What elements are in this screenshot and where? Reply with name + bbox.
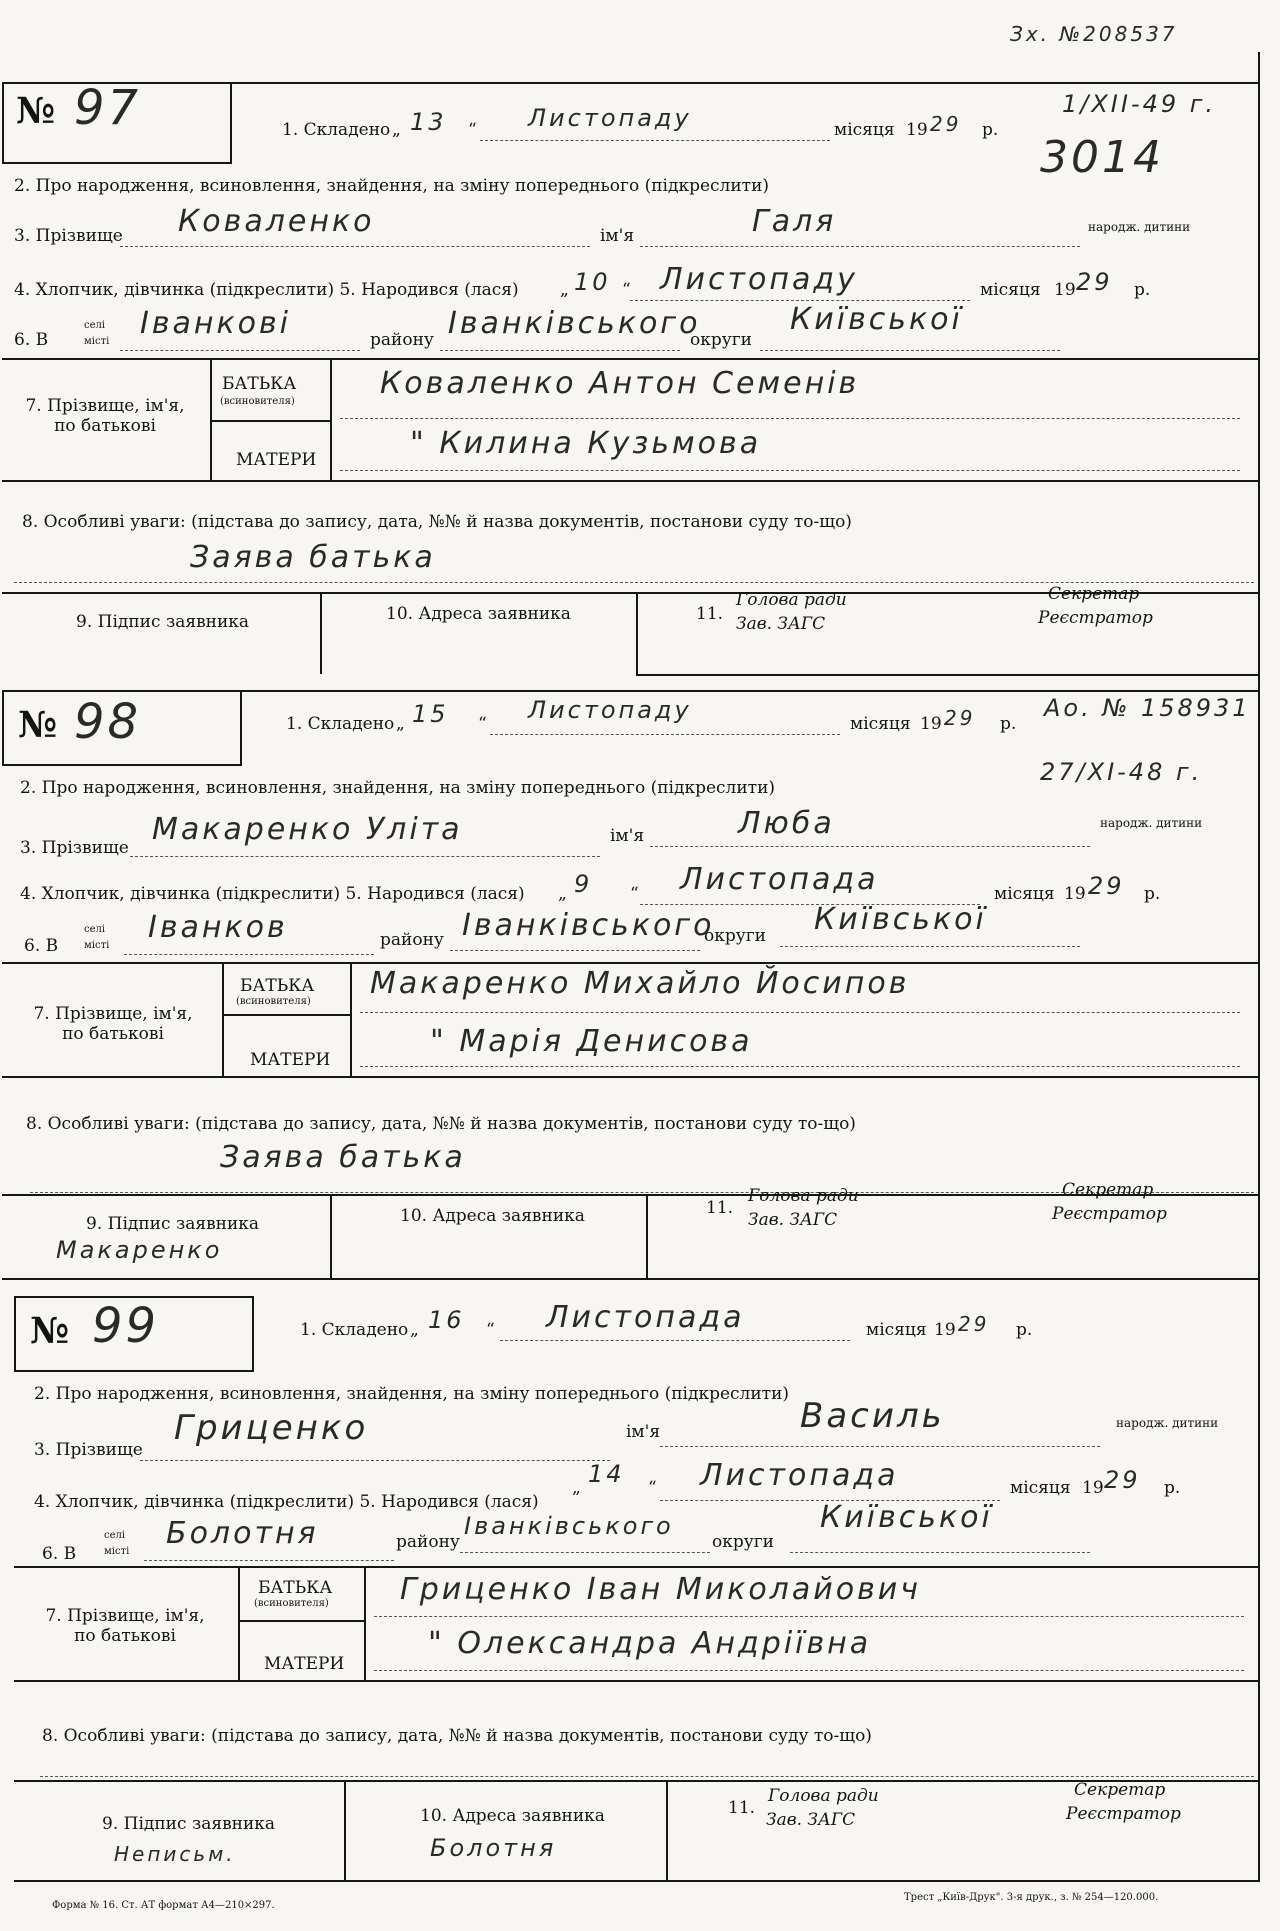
year-end: р. [1000,714,1017,734]
birth-month: Листопаду [660,262,858,297]
item-8-label: 8. Особливі уваги: (підстава до запису, дата, №№ й назва документів, постанови суду то-що) [26,1114,856,1134]
district-label: району [380,930,444,950]
year-suffix: 29 [944,706,976,730]
birth-day: 9 [574,870,593,898]
head-label: Голова ради [736,590,847,610]
item-8-label: 8. Особливі уваги: (підстава до запису, дата, №№ й назва документів, постанови суду то-що) [42,1726,872,1746]
mother-label: МАТЕРИ [250,1050,331,1070]
head-label: Голова ради [768,1786,879,1806]
birth-day: 14 [588,1460,625,1488]
zags-label: Зав. ЗАГС [736,614,826,634]
item-6-label: 6. В [14,330,49,350]
secretary-label: Секретар [1048,584,1140,604]
birth-year-suffix: 29 [1076,268,1113,296]
secretary-label: Секретар [1074,1780,1166,1800]
item-3-label: 3. Прізвище [34,1440,143,1460]
record-number: 98 [74,694,142,750]
birth-year-suffix: 29 [1104,1466,1141,1494]
item-11-label: 11. [696,604,724,624]
mother-name: " Марія Денисова [430,1024,753,1059]
name-label: ім'я [626,1422,661,1442]
applicant-signature: Макаренко [56,1236,223,1264]
child-surname: Гриценко [174,1408,369,1448]
address-label: 10. Адреса заявника [386,604,571,624]
compiled-month: Листопаду [528,696,692,724]
compiled-day: 16 [428,1306,465,1334]
month-label: місяця [850,714,911,734]
address-label: 10. Адреса заявника [420,1806,605,1826]
page-right-border [1258,52,1260,1882]
father-name: Коваленко Антон Семенів [380,366,860,401]
head-label: Голова ради [748,1186,859,1206]
district: Іванківського [462,908,715,943]
item-3-label: 3. Прізвище [14,226,123,246]
father-name: Гриценко Іван Миколайович [400,1572,921,1607]
zags-label: Зав. ЗАГС [748,1210,838,1230]
item-3-label: 3. Прізвище [20,838,129,858]
number-sign: № [16,90,56,132]
year-suffix: 29 [930,112,962,136]
registrar-label: Реєстратор [1038,608,1153,628]
child-surname: Макаренко Уліта [152,812,463,847]
birth-month-label: місяця [994,884,1055,904]
number-sign: № [18,704,58,746]
city-label: місті [104,1546,130,1557]
year-end: р. [982,120,999,140]
item-7-label: 7. Прізвище, ім'я, по батькові [45,1606,205,1646]
item-11-label: 11. [728,1798,756,1818]
item-1-label: 1. Складено [282,120,391,140]
signature-label: 9. Підпис заявника [76,612,250,632]
district: Іванківського [464,1512,674,1540]
adopter-label: (всиновителя) [236,996,311,1007]
item-8-label: 8. Особливі уваги: (підстава до запису, дата, №№ й назва документів, постанови суду то-що) [22,512,852,532]
side-note-number: 3014 [1040,132,1164,183]
birth-year-prefix: 19 [1064,884,1086,904]
birth-year-end: р. [1144,884,1161,904]
okrug-label: округи [690,330,752,350]
item-11-label: 11. [706,1198,734,1218]
item-2-label: 2. Про народження, всиновлення, знайдення, на зміну попереднього (підкреслити) [34,1384,790,1404]
item-2-label: 2. Про народження, всиновлення, знайдення, на зміну попереднього (підкреслити) [20,778,776,798]
father-label: БАТЬКА [222,374,297,394]
item-4-label: 4. Хлопчик, дівчинка (підкреслити) 5. Народився (лася) [34,1492,539,1512]
registrar-label: Реєстратор [1066,1804,1181,1824]
item-4-label: 4. Хлопчик, дівчинка (підкреслити) 5. Народився (лася) [14,280,519,300]
applicant-address: Болотня [430,1834,557,1862]
year-suffix: 29 [958,1312,990,1336]
adopter-label: (всиновителя) [220,396,295,407]
birth-place: Іванкові [140,306,292,341]
month-label: місяця [866,1320,927,1340]
zags-label: Зав. ЗАГС [766,1810,856,1830]
okrug-label: округи [704,926,766,946]
form-note: Форма № 16. Ст. АТ формат А4—210×297. [52,1900,275,1911]
child-first-name: Люба [738,806,835,841]
okrug-label: округи [712,1532,774,1552]
child-first-name: Василь [800,1396,945,1436]
archive-mark: Зх. №208537 [1010,22,1178,46]
father-label: БАТЬКА [258,1578,333,1598]
father-name: Макаренко Михайло Йосипов [370,966,910,1001]
okrug: Київської [814,902,987,937]
name-label: ім'я [600,226,635,246]
record-number: 97 [74,80,142,136]
child-surname: Коваленко [178,204,375,239]
side-note-2: 27/XI-48 г. [1040,758,1203,786]
mother-name: " Олександра Андріївна [428,1626,872,1661]
birth-place: Іванков [148,910,288,945]
okrug: Київської [820,1500,993,1535]
compiled-day: 15 [412,700,449,728]
name-label: ім'я [610,826,645,846]
side-note-1: Ао. № 158931 [1044,694,1251,722]
year-prefix: 19 [906,120,928,140]
address-label: 10. Адреса заявника [400,1206,585,1226]
birth-month: Листопада [700,1458,899,1493]
printer-note: Трест „Київ-Друк". 3-я друк., з. № 254—120.000. [904,1892,1159,1903]
birth-year-prefix: 19 [1082,1478,1104,1498]
birth-day: 10 [574,268,611,296]
item-2-label: 2. Про народження, всиновлення, знайдення, на зміну попереднього (підкреслити) [14,176,770,196]
birth-month-label: місяця [980,280,1041,300]
mother-label: МАТЕРИ [264,1654,345,1674]
item-6-label: 6. В [42,1544,77,1564]
applicant-signature: Неписьм. [114,1842,236,1866]
compiled-month: Листопада [546,1300,745,1335]
mother-name: " Килина Кузьмова [410,426,762,461]
civil-registry-sheet: Зх. №208537 № 97 1. Складено „ 13 “ Листопаду місяця 19 29 р. 1/XII-49 г. 3014 2. Про народження, всиновлення, знайдення, на зміну попереднього (підкреслити) 3. Прізвище Коваленко ім'я Галя народж. дитини 4. Хлопчик, дівчинка (підкреслити) 5. Народився (лася) „ 10 “ Листопаду місяця 19 29 р. 6. В селі місті Іванкові району Іванківського округи Київської 7. Прізвище, ім'я, по батькові БАТЬКА (всиновителя) Коваленко Антон Семенів МАТЕРИ " Килина Кузьмова 8. Особливі уваги: (підстава до запису, дата, №№ й назва документів, постанови суду то-що) Заява батька 9. Підпис заявника 10. Адреса заявника 11. Голова ради Зав. ЗАГС Секретар Реєстратор № 98 1. Складено „ 15 “ Листопаду місяця 19 29 р. Ао. № 158931 27/XI-48 г. 2. Про народження, всиновлення, знайдення, на зміну попереднього (підкреслити) 3. Прізвище Макаренко Уліта ім'я Люба народж. дитини 4. Хлопчик, дівчинка (підкреслити) 5. Народився (лася) „ 9 “ Листопада місяця 19 29 р. 6. В селі місті Іванков району Іванківського округи Київської 7. Прізвище, ім'я, по батькові БАТЬКА (всиновителя) Макаренко Михайло Йосипов МАТЕРИ " Марія Денисова 8. Особливі уваги: (підстава до запису, дата, №№ й назва документів, постанови суду то-що) Заява батька 9. Підпис заявника Макаренко 10. Адреса заявника 11. Голова ради Зав. ЗАГС Секретар Реєстратор № 99 1. Складено „ 16 “ Листопада місяця 19 29 р. 2. Про народження, всиновлення, знайдення, на зміну попереднього (підкреслити) 3. Прізвище Гриценко ім'я Василь народж. дитини 4. Хлопчик, дівчинка (підкреслити) 5. Народився (лася) „ 14 “ Листопада місяця 19 29 р. 6. В селі місті Болотня району Іванківського округи Київської 7. Прізвище, ім'я, по батькові БАТЬКА (всиновителя) Гриценко Іван Миколайович МАТЕРИ " Олександра Андріївна 8. Особливі уваги: (підстава до запису, дата, №№ й назва документів, постанови суду то-що) 9. Підпис заявника Неписьм. 10. Адреса заявника Болотня 11. Голова ради Зав. ЗАГС Секретар Реєстратор Форма № 16. Ст. АТ формат А4—210×297. Трест „Київ-Друк". 3-я друк., з. № 254—120.000. [0,0,1280,1931]
signature-label: 9. Підпис заявника [86,1214,260,1234]
year-end: р. [1016,1320,1033,1340]
district-label: району [396,1532,460,1552]
child-label: народж. дитини [1116,1416,1219,1430]
item-4-label: 4. Хлопчик, дівчинка (підкреслити) 5. Народився (лася) [20,884,525,904]
city-label: місті [84,940,110,951]
birth-year-suffix: 29 [1088,872,1125,900]
record-number: 99 [92,1298,160,1354]
number-sign: № [30,1310,70,1352]
secretary-label: Секретар [1062,1180,1154,1200]
item-7-label: 7. Прізвище, ім'я, по батькові [25,396,185,436]
special-notes: Заява батька [220,1140,466,1175]
village-label: селі [104,1530,126,1541]
birth-year-end: р. [1164,1478,1181,1498]
birth-place: Болотня [166,1516,319,1551]
record-top-rule [228,82,1258,84]
adopter-label: (всиновителя) [254,1598,329,1609]
item-7-label: 7. Прізвище, ім'я, по батькові [33,1004,193,1044]
compiled-month: Листопаду [528,104,692,132]
item-1-label: 1. Складено [286,714,395,734]
item-6-label: 6. В [24,936,59,956]
year-prefix: 19 [920,714,942,734]
birth-month-label: місяця [1010,1478,1071,1498]
signature-label: 9. Підпис заявника [102,1814,276,1834]
special-notes: Заява батька [190,540,436,575]
okrug: Київської [790,302,963,337]
registrar-label: Реєстратор [1052,1204,1167,1224]
village-label: селі [84,924,106,935]
child-first-name: Галя [752,204,837,239]
year-prefix: 19 [934,1320,956,1340]
child-label: народж. дитини [1100,816,1203,830]
village-label: селі [84,320,106,331]
birth-year-prefix: 19 [1054,280,1076,300]
compiled-day: 13 [410,108,447,136]
month-label: місяця [834,120,895,140]
district-label: району [370,330,434,350]
birth-month: Листопада [680,862,879,897]
birth-year-end: р. [1134,280,1151,300]
child-label: народж. дитини [1088,220,1191,234]
city-label: місті [84,336,110,347]
mother-label: МАТЕРИ [236,450,317,470]
father-label: БАТЬКА [240,976,315,996]
item-1-label: 1. Складено [300,1320,409,1340]
district: Іванківського [448,306,701,341]
side-note-date: 1/XII-49 г. [1062,90,1217,118]
